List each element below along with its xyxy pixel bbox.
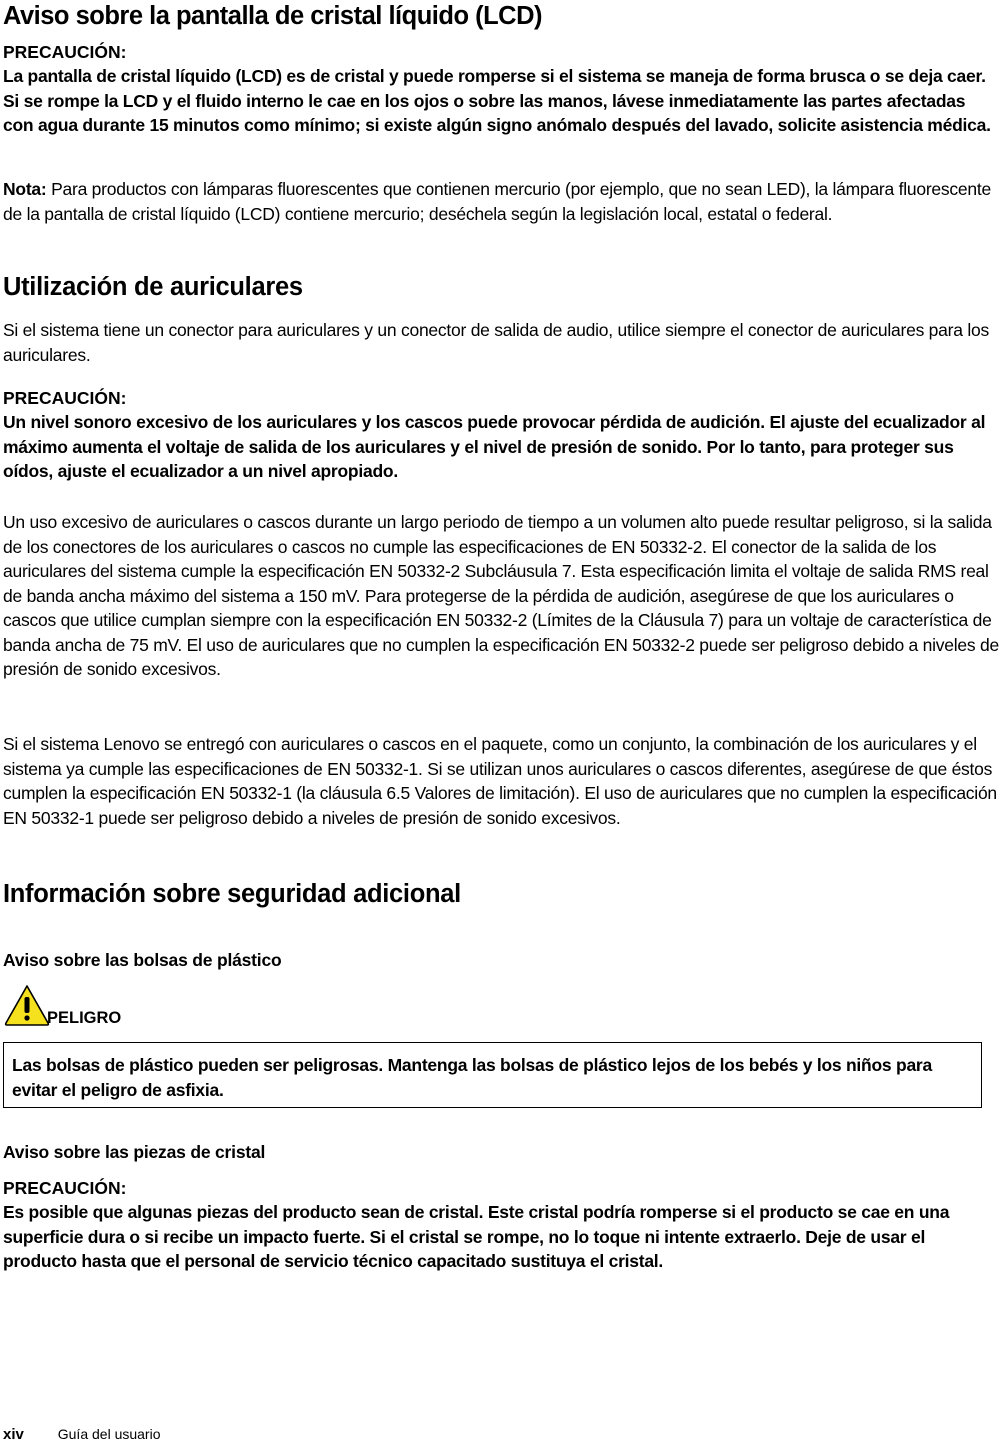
headphones-heading: Utilización de auriculares [3, 273, 303, 301]
page-footer [3, 1426, 160, 1443]
plastic-bags-heading: Aviso sobre las bolsas de plástico [3, 950, 282, 970]
danger-label: PELIGRO [47, 1009, 122, 1027]
additional-heading: Información sobre seguridad adicional [3, 880, 461, 908]
warning-triangle-icon [3, 983, 51, 1027]
lcd-heading: Aviso sobre la pantalla de cristal líquido (LCD) [3, 2, 542, 30]
note-label: Nota: [3, 179, 47, 199]
note-text: Para productos con lámparas fluorescentes que contienen mercurio (por ejemplo, que no sean LED), la lámpara fluorescente de la pantalla de cristal líquido (LCD) contiene mercurio; deséchela según la legislación local, estatal o federal. [3, 179, 991, 224]
lcd-caution-text: La pantalla de cristal líquido (LCD) es de cristal y puede romperse si el sistema se maneja de forma brusca o se deja caer. Si se rompe la LCD y el fluido interno le cae en los ojos o sobre las manos, lávese inmediatamente las partes afectadas con agua durante 15 minutos como mínimo; si existe algún signo anómalo después del lavado, solicite asistencia médica. [3, 66, 991, 135]
headphones-caution-label: PRECAUCIÓN: [3, 388, 127, 408]
danger-box [3, 1042, 982, 1108]
lcd-caution-label: PRECAUCIÓN: [3, 42, 127, 62]
glass-heading: Aviso sobre las piezas de cristal [3, 1142, 266, 1162]
headphones-caution-text: Un nivel sonoro excesivo de los auriculares y los cascos puede provocar pérdida de audición. El ajuste del ecualizador al máximo aumenta el voltaje de salida de los auriculares y el nivel de presión de sonido. Por lo tanto, para proteger sus oídos, ajuste el ecualizador a un nivel apropiado. [3, 412, 986, 481]
headphones-para-1: Un uso excesivo de auriculares o cascos durante un largo periodo de tiempo a un volumen alto puede resultar peligroso, si la salida de los conectores de los auriculares o cascos no cumple las especificaciones de EN 50332-2. El conector de la salida de los auriculares del sistema cumple la especificación EN 50332-2 Subcláusula 7. Esta especificación limita el voltaje de salida RMS real de banda ancha máximo del sistema a 150 mV. Para protegerse de la pérdida de audición, asegúrese de que los auriculares o cascos que utilice cumplan siempre con la especificación EN 50332-2 (Límites de la Cláusula 7) para un voltaje de característica de banda ancha de 75 mV. El uso de auriculares que no cumplen la especificación EN 50332-2 puede ser peligroso debido a niveles de presión de sonido excesivos. [3, 512, 999, 679]
glass-caution-text: Es posible que algunas piezas del producto sean de cristal. Este cristal podría romperse si el producto se cae en una superficie dura o si recibe un impacto fuerte. Si el cristal se rompe, no lo toque ni intente extraerlo. Deje de usar el producto hasta que el personal de servicio técnico capacitado sustituya el cristal. [3, 1202, 950, 1271]
page-number: xiv [3, 1426, 24, 1443]
guide-title: Guía del usuario [57, 1426, 161, 1442]
headphones-para-2: Si el sistema Lenovo se entregó con auriculares o cascos en el paquete, como un conjunto, la combinación de los auriculares y el sistema ya cumple las especificaciones de EN 50332-1. Si se utilizan unos auriculares o cascos diferentes, asegúrese de que éstos cumplen la especificación EN 50332-1 (la cláusula 6.5 Valores de limitación). El uso de auriculares que no cumplen la especificación EN 50332-1 puede ser peligroso debido a niveles de presión de sonido excesivos. [3, 734, 997, 828]
glass-caution-label: PRECAUCIÓN: [3, 1178, 127, 1198]
headphones-intro: Si el sistema tiene un conector para auriculares y un conector de salida de audio, utilice siempre el conector de auriculares para los auriculares. [3, 320, 989, 365]
danger-text: Las bolsas de plástico pueden ser peligrosas. Mantenga las bolsas de plástico lejos de los bebés y los niños para evitar el peligro de asfixia. [12, 1055, 932, 1100]
lcd-note [3, 177, 993, 226]
